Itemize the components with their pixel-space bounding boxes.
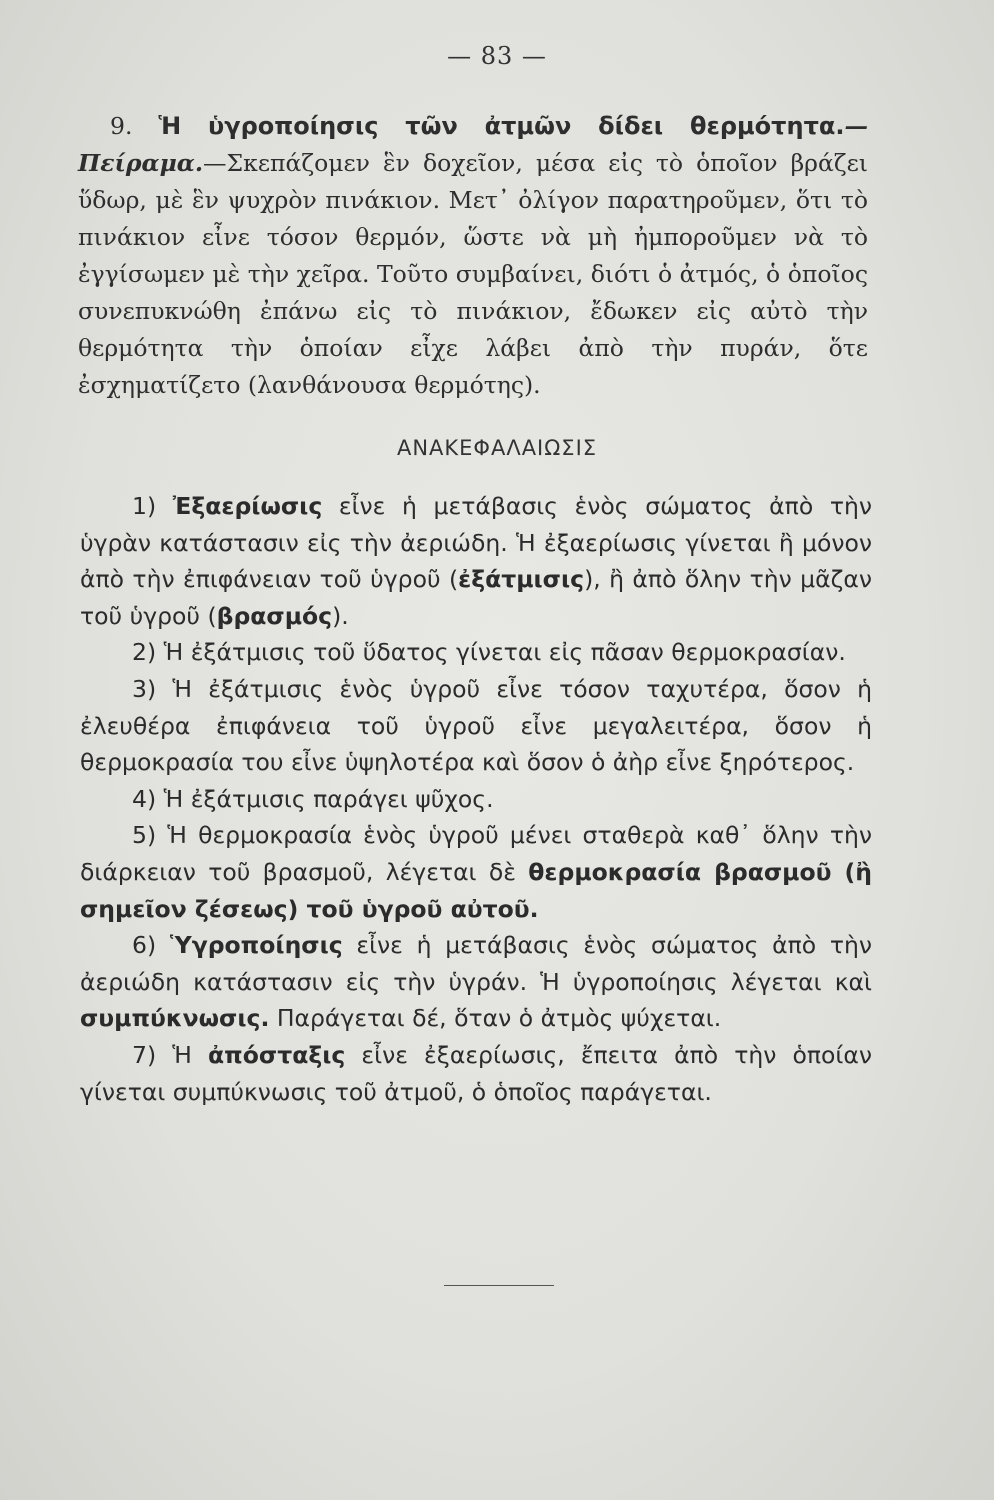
item-number: 6)	[132, 931, 170, 960]
item-text: Παράγεται δέ, ὅταν ὁ ἀτμὸς ψύχεται.	[269, 1004, 722, 1033]
item-text: 7) Ἡ	[132, 1040, 209, 1069]
end-rule	[444, 1285, 554, 1286]
term-boiling-point: θερμοκρασία βρασμοῦ (ἢ σημεῖον ζέσεως) τοῦ ὑγροῦ αὐτοῦ.	[80, 857, 873, 923]
summary-title: ΑΝΑΚΕΦΑΛΑΙΩΣΙΣ	[396, 436, 598, 460]
experiment-label: Πείραμα.	[78, 149, 204, 177]
summary-item-3: 3) Ἡ ἐξάτμισις ἑνὸς ὑγροῦ εἶνε τόσον ταχυτέρα, ὅσον ἡ ἐλευθέρα ἐπιφάνεια τοῦ ὑγροῦ εἶνε μεγαλειτέρα, ὅσον ἡ θερμοκρασία του εἶνε ὑψηλοτέρα καὶ ὅσον ὁ ἀὴρ εἶνε ξηρότερος.	[80, 674, 872, 777]
summary-item-5	[80, 817, 872, 927]
item-text: εἶνε ἐξαερίωσις, ἔπειτα ἀπὸ τὴν ὁποίαν γίνεται συμπύκνωσις τοῦ ἀτμοῦ, ὁ ὁποῖος παράγεται.	[80, 1040, 873, 1106]
experiment-paragraph	[78, 108, 868, 404]
summary-item-2: 2) Ἡ ἐξάτμισις τοῦ ὕδατος γίνεται εἰς πᾶσαν θερμοκρασίαν.	[132, 638, 846, 667]
term-ygropoiisis: Ὑγροποίησις	[169, 931, 343, 960]
item-text: ).	[332, 601, 349, 630]
item-text: ), ἢ ἀπὸ ὅλην τὴν μᾶζαν τοῦ ὑγροῦ (	[80, 565, 872, 630]
summary-item-7	[80, 1037, 872, 1110]
item-number: 1)	[132, 492, 173, 520]
section-number: 9.	[110, 112, 133, 140]
item-text: εἶνε ἡ μετάβασις ἑνὸς σώματος ἀπὸ τὴν ἀεριώδη κατάστασιν εἰς τὴν ὑγράν. Ἡ ὑγροποίησις λέγεται καὶ	[80, 931, 873, 996]
summary-list	[80, 488, 872, 1110]
summary-item-6	[80, 927, 872, 1037]
item-text: εἶνε ἡ μετάβασις ἑνὸς σώματος ἀπὸ τὴν ὑγρὰν κατάστασιν εἰς τὴν ἀεριώδη. Ἡ ἐξαερίωσις γίνεται ἢ μόνον ἀπὸ τὴν ἐπιφάνειαν τοῦ ὑγροῦ (	[80, 492, 872, 594]
summary-item-1	[80, 488, 872, 634]
experiment-text: —Σκεπάζομεν ἓν δοχεῖον, μέσα εἰς τὸ ὁποῖον βράζει ὕδωρ, μὲ ἓν ψυχρὸν πινάκιον. Μετ᾽ ὀλίγον παρατηροῦμεν, ὅτι τὸ πινάκιον εἶνε τόσον θερμόν, ὥστε νὰ μὴ ἠμποροῦμεν νὰ τὸ ἐγγίσωμεν μὲ τὴν χεῖρα. Τοῦτο συμβαίνει, διότι ὁ ἀτμός, ὁ ὁποῖος συνεπυκνώθη ἐπάνω εἰς τὸ πινάκιον, ἔδωκεν εἰς αὐτὸ τὴν θερμότητα τὴν ὁποίαν εἶχε λάβει ἀπὸ τὴν πυράν, ὅτε ἐσχηματίζετο (λανθάνουσα θερμότης).	[78, 149, 868, 399]
term-apostaxis: ἀπόσταξις	[208, 1040, 346, 1069]
section-heading: Ἡ ὑγροποίησις τῶν ἀτμῶν δίδει θερμότητα.	[158, 112, 845, 140]
term-exaerosis: Ἐξαερίωσις	[172, 492, 323, 520]
term-exatmisis: ἐξάτμισις	[458, 565, 585, 594]
item-text: 5) Ἡ θερμοκρασία ἑνὸς ὑγροῦ μένει σταθερὰ καθ᾽ ὅλην τὴν διάρκειαν τοῦ βρασμοῦ, λέγεται δὲ	[80, 821, 872, 886]
term-vrasmos: βρασμός	[216, 601, 333, 630]
summary-item-4: 4) Ἡ ἐξάτμισις παράγει ψῦχος.	[132, 784, 494, 813]
page-number: — 83 —	[447, 42, 547, 70]
term-sympyknosis: συμπύκνωσις.	[80, 1004, 270, 1033]
dash: —	[844, 112, 868, 140]
